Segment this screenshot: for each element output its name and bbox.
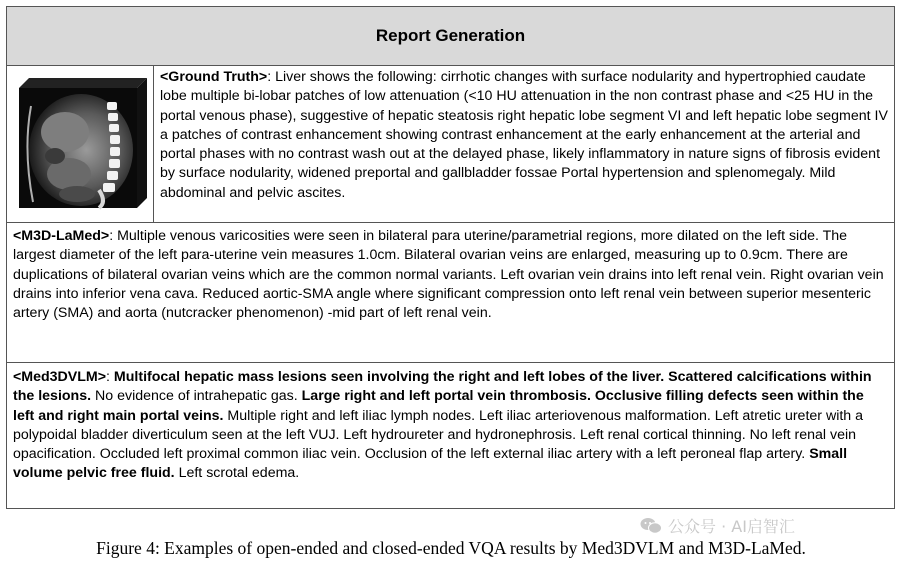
wechat-icon	[640, 517, 662, 535]
table-header	[7, 7, 894, 66]
med3dvlm-bold-3: Small volume pelvic free fluid.	[13, 446, 848, 482]
header-title: Report Generation	[375, 26, 526, 45]
med3dvlm-bold-1: Multifocal hepatic mass lesions seen involving the right and left lobes of the liver. Scattered calcifications within the lesions.	[13, 369, 872, 405]
med3dvlm-text-1: :	[106, 369, 114, 385]
med3dvlm-tag: <Med3DVLM>	[13, 369, 107, 385]
med3dvlm-text-2: No evidence of intrahepatic gas.	[91, 388, 302, 405]
watermark-text: 公众号 · AI启智汇	[668, 517, 795, 536]
report-generation-table	[6, 6, 895, 509]
ground-truth-row	[7, 66, 894, 223]
ct-volume-image-cell	[7, 66, 154, 222]
med3dvlm-text-4: Left scrotal edema.	[174, 465, 300, 482]
med3dvlm-text-3: Multiple right and left iliac lymph nodes. Left iliac arteriovenous malformation. Left atretic ureter with a polypoidal bladder diverticulum seen at the left VUJ. Left hydroureter and hydronephrosis. Left renal cortical thinning. No left renal vein opacification. Occluded left proximal common iliac vein. Occlusion of the left external iliac artery with a left peroneal flap artery.	[13, 407, 864, 463]
med3dvlm-bold-2: Large right and left portal vein thrombosis. Occlusive filling defects seen within the left and right main portal veins.	[13, 388, 864, 424]
med3dvlm-row	[7, 363, 894, 508]
ground-truth-body: : Liver shows the following: cirrhotic changes with surface nodularity and hypertrophied caudate lobe multiple bi-lobar patches of low attenuation (<10 HU attenuation in the non contrast phase and <25 HU in the portal venous phase), suggestive of hepatic steatosis right hepatic lobe segment VI and left hepatic lobe segment IV a patches of contrast enhancement showing contrast enhancement at the early enhancement at the arterial and portal phases with no contrast wash out at the delayed phase, likely inflammatory in nature signs of fibrosis evident by surface nodularity, widened preportal and gallbladder fossae Portal hypertension and splenomegaly. Mild abdominal and pelvic ascites.	[160, 69, 888, 201]
ct-volume-image	[7, 66, 153, 223]
ground-truth-tag: <Ground Truth>	[160, 69, 268, 85]
m3d-lamed-row	[7, 223, 894, 363]
figure-caption: Figure 4: Examples of open-ended and closed-ended VQA results by Med3DVLM and M3D-LaMed.	[96, 538, 806, 558]
m3d-lamed-tag: <M3D-LaMed>	[13, 228, 110, 244]
ground-truth-text	[154, 66, 894, 222]
watermark	[640, 514, 795, 537]
m3d-lamed-body: : Multiple venous varicosities were seen in bilateral para uterine/parametrial regions, more dilated on the left side. The largest diameter of the left para-uterine vein measures 1.0cm. Bilateral ovarian veins are enlarged, measuring up to 0.9cm. There are duplications of bilateral ovarian veins which are the common normal variants. Left ovarian vein drains into left renal vein. Right ovarian vein drains into inferior vena cava. Reduced aortic-SMA angle where significant compression onto left renal vein between superior mesenteric artery (SMA) and aorta (nutcracker phenomenon) -mid part of left renal vein.	[13, 228, 884, 322]
